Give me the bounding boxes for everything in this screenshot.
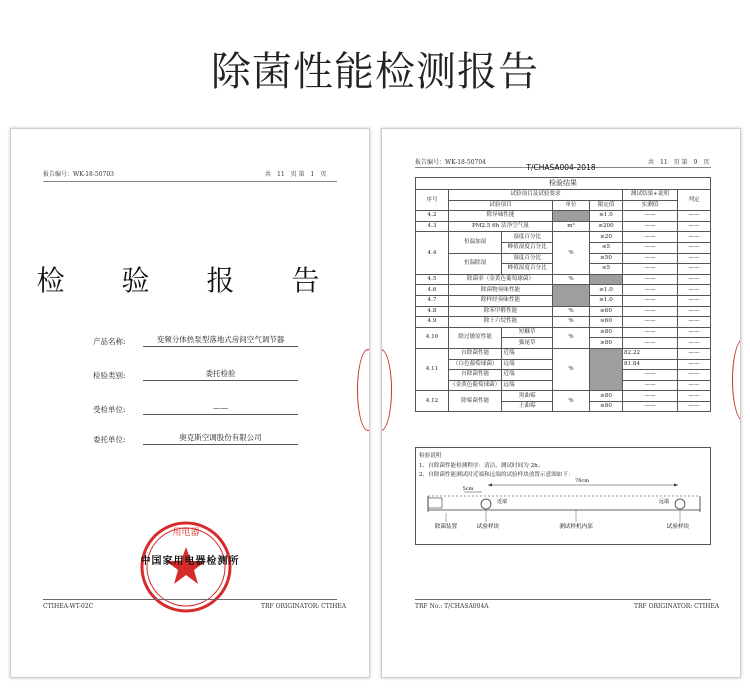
footer-divider	[43, 599, 337, 600]
headline: 除菌性能检测报告	[211, 49, 539, 95]
sample-placement-diagram	[416, 448, 710, 544]
cell: ≤5	[590, 264, 623, 275]
footer-right: TRF ORIGINATOR: CTIHEA	[634, 603, 720, 610]
header-cell: 限定值	[590, 200, 623, 211]
cell: 除菌物臭味性能	[449, 285, 553, 296]
cell: ——	[678, 274, 711, 285]
test-notes	[415, 447, 711, 545]
cell: 远端	[502, 380, 553, 391]
table-row	[416, 327, 711, 338]
cell: 峰值湿度百分比	[502, 242, 553, 253]
cell: 恒温除湿	[449, 253, 502, 274]
cell: ——	[623, 327, 678, 338]
footer-divider	[415, 599, 711, 600]
table-row	[416, 348, 711, 359]
cell	[590, 348, 623, 390]
cell: %	[553, 391, 590, 412]
cell: 4.12	[416, 391, 449, 412]
cell: ——	[623, 242, 678, 253]
header-cell: 单位	[553, 200, 590, 211]
cell: ——	[623, 253, 678, 264]
cell: 除苯甲醛性能	[449, 306, 553, 317]
cell: ——	[678, 348, 711, 359]
cell: ≥80	[590, 401, 623, 412]
field-value: 变频分体热泵型落地式房间空气调节器	[143, 334, 298, 347]
cell: ——	[678, 253, 711, 264]
seam-seal-mark	[357, 349, 370, 431]
cell: ≥1.0	[590, 295, 623, 306]
header-cell: 试验项目及试验要求	[449, 190, 623, 201]
cell	[590, 274, 623, 285]
cell: PM2.5 6h 洁净空气量	[449, 221, 553, 232]
cell: 近端	[502, 348, 553, 359]
page-info: 共 11 页 第 1 页	[265, 171, 327, 178]
cell: ——	[623, 211, 678, 222]
cell: ——	[623, 274, 678, 285]
cell: 除菌率（金黄色葡萄球菌）	[449, 274, 553, 285]
cell: ——	[623, 380, 678, 391]
cell: （金黄色葡萄球菌）	[449, 380, 502, 391]
cell: ——	[678, 327, 711, 338]
header-divider	[43, 181, 337, 182]
seam-seal-mark	[732, 339, 741, 421]
cell: 4.7	[416, 295, 449, 306]
cell: ≥1.0	[590, 285, 623, 296]
test-results-page	[381, 128, 741, 678]
cell: ——	[623, 232, 678, 243]
label-far-end: 远端	[658, 499, 670, 505]
cell: 土曲霉	[502, 401, 553, 412]
results-table	[415, 177, 711, 412]
cell: 除样经臭味性能	[449, 295, 553, 306]
footer-left: TRF No.: T/CHASA004A	[415, 603, 489, 610]
cell: ——	[623, 285, 678, 296]
cell: 4.6	[416, 285, 449, 296]
cell: ——	[678, 401, 711, 412]
cell: ——	[678, 295, 711, 306]
table-row	[416, 211, 711, 222]
table-row	[416, 274, 711, 285]
cell: ——	[623, 370, 678, 381]
dimension-70cm: 70cm	[575, 478, 589, 484]
cell: 远端	[502, 359, 553, 370]
cell: 除十六烷性能	[449, 317, 553, 328]
cell: （白色葡萄球菌）	[449, 359, 502, 370]
seal-ring-text: 用电器	[172, 528, 200, 538]
notes-line-2: 2、自除菌性能测试时近端和远端的试验样块放置示意图如下：	[419, 472, 574, 478]
cell: ——	[678, 211, 711, 222]
cell: %	[553, 232, 590, 274]
cell: 4.9	[416, 317, 449, 328]
cell: ——	[678, 232, 711, 243]
cell: ——	[678, 359, 711, 370]
cell: 除异味性能	[449, 211, 553, 222]
field-label: 检验类别:	[93, 371, 126, 380]
cell: ≥1.0	[590, 211, 623, 222]
cell: ≥200	[590, 221, 623, 232]
cell: ——	[623, 401, 678, 412]
cell: 4.10	[416, 327, 449, 348]
cell: ——	[678, 380, 711, 391]
report-title: 检 验 报 告	[36, 264, 344, 297]
notes-title: 检验说明	[419, 453, 442, 459]
cell: 恒温加湿	[449, 232, 502, 253]
cell	[553, 211, 590, 222]
seam-seal-mark	[381, 349, 392, 431]
page-info: 共 11 页 第 9 页	[648, 159, 710, 166]
cell: 81.84	[623, 359, 678, 370]
table-row	[416, 285, 711, 296]
header-cell: 实测值	[623, 200, 678, 211]
cell: 自除菌性能	[449, 348, 502, 359]
cell: ——	[678, 221, 711, 232]
caption-sample-1: 试验样块	[476, 524, 500, 530]
cell: ——	[678, 242, 711, 253]
cell: %	[553, 348, 590, 390]
header-cell: 试验项目	[449, 200, 553, 211]
cell: ≥80	[590, 327, 623, 338]
cell: ——	[678, 317, 711, 328]
cell: 4.4	[416, 232, 449, 274]
cell: ≥50	[590, 253, 623, 264]
cell: 猫尾草	[502, 338, 553, 349]
cell: ——	[623, 317, 678, 328]
table-row	[416, 317, 711, 328]
cell: 短糠草	[502, 327, 553, 338]
field-client-unit	[93, 432, 333, 446]
notes-line-1: 1、自除菌性能检测程序：清洁，测试时间为 2h；	[419, 463, 544, 469]
cell: 黑曲霉	[502, 391, 553, 402]
field-value: 奥克斯空调股份有限公司	[143, 432, 298, 445]
field-test-type	[93, 368, 333, 382]
header-cell: 判定	[678, 190, 711, 211]
caption-device: 除菌装置	[434, 524, 458, 530]
institute-name: 中国家用电器检测所	[140, 556, 240, 567]
label-near-end: 近端	[496, 499, 508, 505]
cell: ≤5	[590, 242, 623, 253]
cell: %	[553, 317, 590, 328]
cell: ——	[678, 306, 711, 317]
cell: 4.2	[416, 211, 449, 222]
field-value: ——	[143, 402, 298, 415]
cell: ——	[623, 221, 678, 232]
cell: 4.8	[416, 306, 449, 317]
header-cell: 序号	[416, 190, 449, 211]
table-row	[416, 391, 711, 402]
cell: ——	[623, 338, 678, 349]
cell: %	[553, 306, 590, 317]
caption-inside: 测试样机内部	[559, 524, 593, 530]
dimension-5cm: 5cm	[462, 486, 474, 492]
footer-right: TRF ORIGINATOR: CTIHEA	[261, 603, 347, 610]
standard-code: T/CHASA004-2018	[526, 163, 596, 172]
seal-icon	[136, 517, 236, 617]
table-row	[416, 306, 711, 317]
cell: ——	[623, 264, 678, 275]
cell: ——	[678, 391, 711, 402]
official-seal	[136, 517, 236, 617]
cell: ——	[678, 338, 711, 349]
report-number: 报告编号：WK-18-50704	[415, 159, 486, 166]
cell: 4.5	[416, 274, 449, 285]
footer-left: CTIHEA-WT-02C	[43, 603, 94, 610]
field-label: 受检单位:	[93, 405, 126, 414]
cell	[553, 285, 590, 306]
cell: ≥80	[590, 338, 623, 349]
cell: 4.3	[416, 221, 449, 232]
cell: ——	[623, 306, 678, 317]
field-value: 委托检验	[143, 368, 298, 381]
cell: 除霉菌性能	[449, 391, 502, 412]
cell: 湿度百分比	[502, 253, 553, 264]
field-product-name	[93, 334, 333, 348]
cell: 近端	[502, 370, 553, 381]
field-label: 委托单位:	[93, 435, 126, 444]
cell: 4.11	[416, 348, 449, 390]
cell: ≥60	[590, 306, 623, 317]
cell: ≥80	[590, 391, 623, 402]
cell: 除过敏原性能	[449, 327, 502, 348]
header-cell: 测试结果+说明	[623, 190, 678, 201]
cell: 82.22	[623, 348, 678, 359]
table-row	[416, 232, 711, 243]
table-title: 检验结果	[416, 178, 711, 190]
cell: ≥20	[590, 232, 623, 243]
cell: ——	[623, 391, 678, 402]
cell: ——	[678, 370, 711, 381]
cell: ——	[623, 295, 678, 306]
cell: ≥60	[590, 317, 623, 328]
field-label: 产品名称:	[93, 337, 126, 346]
cell: 峰值湿度百分比	[502, 264, 553, 275]
cell: 自除菌性能	[449, 370, 502, 381]
caption-sample-2: 试验样块	[666, 524, 690, 530]
field-inspected-unit	[93, 402, 333, 416]
table-row	[416, 221, 711, 232]
report-number: 报告编号：WK-18-50703	[43, 171, 114, 178]
cell: ——	[678, 264, 711, 275]
cell: 湿度百分比	[502, 232, 553, 243]
cell: m³	[553, 221, 590, 232]
cell: %	[553, 327, 590, 348]
cell: ——	[678, 285, 711, 296]
cell: %	[553, 274, 590, 285]
report-cover-page	[10, 128, 370, 678]
